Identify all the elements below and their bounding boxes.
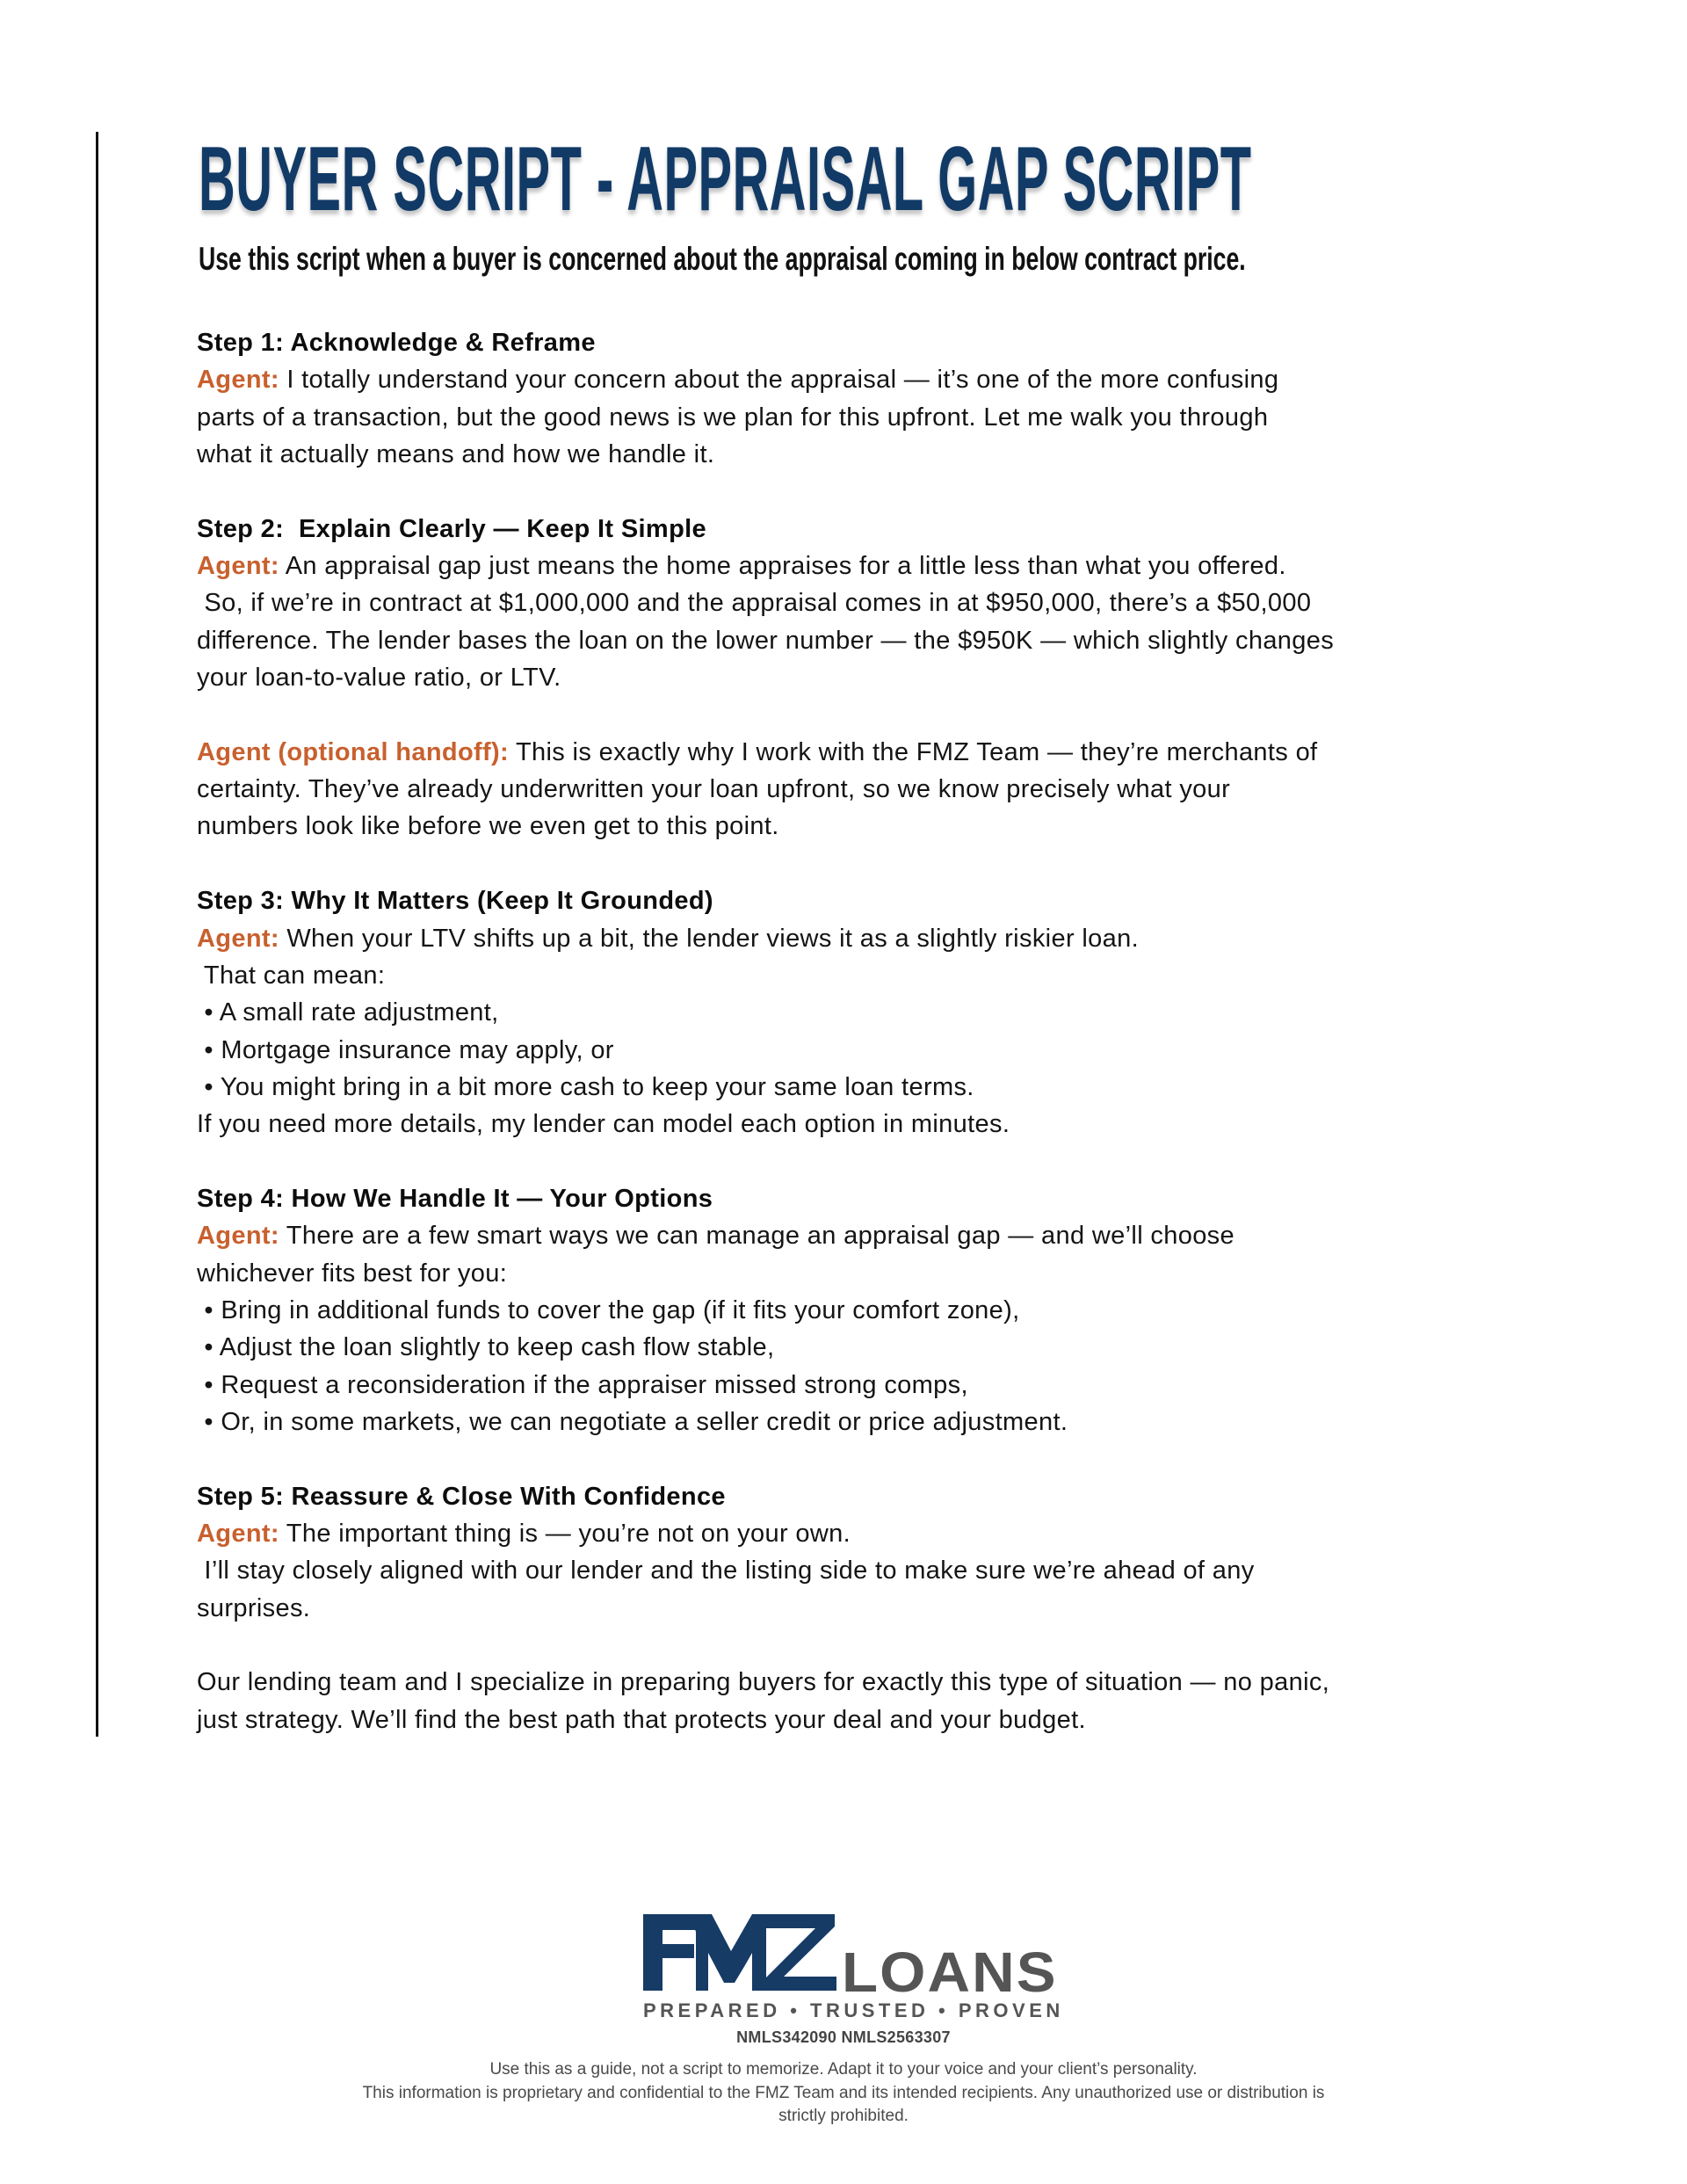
- step-1-line: [197, 361, 1603, 398]
- agent-label: Agent:: [197, 1222, 279, 1251]
- step-2-line: [197, 548, 1603, 584]
- bullet-item: • Bring in additional funds to cover the gap (if it fits your comfort zone),: [197, 1295, 1020, 1324]
- handoff-line: [197, 734, 1603, 771]
- step-5-text: The important thing is — you’re not on your own.: [279, 1520, 851, 1548]
- step-3-text: When your LTV shifts up a bit, the lender views it as a slightly riskier loan.: [279, 924, 1140, 953]
- fmz-loans-logo: [643, 1914, 1058, 2004]
- bullet-item: • Request a reconsideration if the appraiser missed strong comps,: [197, 1370, 968, 1399]
- spacer: [197, 696, 1603, 733]
- step-5-line: I’ll stay closely aligned with our lender and the listing side to make sure we’re ahead of any: [197, 1556, 1255, 1585]
- step-4-line: [197, 1217, 1603, 1254]
- step-3-line: That can mean:: [197, 961, 386, 990]
- disclaimer: [0, 2058, 1687, 2129]
- agent-label: Agent:: [197, 552, 279, 581]
- script-body: [197, 324, 1603, 1738]
- closing-line: just strategy. We’ll find the best path that protects your deal and your budget.: [197, 1705, 1086, 1734]
- agent-label: Agent:: [197, 366, 279, 395]
- step-4-line: whichever fits best for you:: [197, 1259, 508, 1288]
- step-5-line: surprises.: [197, 1593, 311, 1622]
- bullet-item: • Adjust the loan slightly to keep cash flow stable,: [197, 1333, 775, 1362]
- handoff-text: This is exactly why I work with the FMZ Team — they’re merchants of: [509, 737, 1318, 766]
- spacer: [197, 845, 1603, 882]
- vertical-divider: [96, 132, 98, 1737]
- step-4-heading: Step 4: How We Handle It — Your Options: [197, 1184, 713, 1213]
- disclaimer-line: Use this as a guide, not a script to memorize. Adapt it to your voice and your client’s personality.: [489, 2060, 1198, 2079]
- step-1-text: I totally understand your concern about the appraisal — it’s one of the more confusing: [279, 366, 1279, 395]
- closing-line: Our lending team and I specialize in preparing buyers for exactly this type of situation — no panic,: [197, 1668, 1330, 1697]
- page-title: BUYER SCRIPT - APPRAISAL GAP SCRIPT: [199, 128, 1252, 230]
- disclaimer-line: strictly prohibited.: [778, 2107, 909, 2125]
- disclaimer-line: This information is proprietary and confidential to the FMZ Team and its intended recipients. Any unauthorized use or distribution is: [362, 2083, 1325, 2102]
- step-2-line: difference. The lender bases the loan on the lower number — the $950K — which slightly changes: [197, 626, 1335, 655]
- handoff-line: numbers look like before we even get to this point.: [197, 812, 779, 841]
- bullet-item: • A small rate adjustment,: [197, 998, 499, 1027]
- agent-label: Agent:: [197, 924, 279, 953]
- spacer: [197, 473, 1603, 510]
- subtitle-block: [199, 240, 1246, 279]
- step-5-heading: Step 5: Reassure & Close With Confidence: [197, 1482, 726, 1511]
- title-block: [199, 127, 1252, 232]
- step-2-line: So, if we’re in contract at $1,000,000 and the appraisal comes in at $950,000, there’s a $50,000: [197, 589, 1312, 618]
- spacer: [197, 1627, 1603, 1664]
- agent-handoff-label: Agent (optional handoff):: [197, 737, 510, 766]
- step-2-line: your loan-to-value ratio, or LTV.: [197, 664, 561, 693]
- bullet-item: • Or, in some markets, we can negotiate a seller credit or price adjustment.: [197, 1407, 1068, 1436]
- page-subtitle: Use this script when a buyer is concerned about the appraisal coming in below contract price.: [199, 241, 1246, 277]
- logo-wordmark: LOANS: [842, 1941, 1058, 2004]
- step-1-heading: Step 1: Acknowledge & Reframe: [197, 329, 596, 357]
- step-1-line: parts of a transaction, but the good news is we plan for this upfront. Let me walk you through: [197, 403, 1269, 432]
- step-2-text: An appraisal gap just means the home appraises for a little less than what you offered.: [279, 552, 1286, 581]
- nmls-numbers: NMLS342090 NMLS2563307: [736, 2028, 951, 2046]
- spacer: [197, 1440, 1603, 1477]
- bullet-item: • You might bring in a bit more cash to keep your same loan terms.: [197, 1072, 974, 1101]
- step-3-line: [197, 920, 1603, 957]
- logo-tagline: PREPARED • TRUSTED • PROVEN: [643, 1999, 1064, 2021]
- handoff-line: certainty. They’ve already underwritten your loan upfront, so we know precisely what your: [197, 775, 1231, 804]
- step-1-line: what it actually means and how we handle it.: [197, 440, 715, 469]
- step-2-heading: Step 2: Explain Clearly — Keep It Simple: [197, 514, 707, 543]
- agent-label: Agent:: [197, 1520, 279, 1548]
- fmz-logo-mark-icon: [643, 1914, 838, 1993]
- bullet-item: • Mortgage insurance may apply, or: [197, 1035, 614, 1064]
- spacer: [197, 1143, 1603, 1180]
- step-4-text: There are a few smart ways we can manage an appraisal gap — and we’ll choose: [279, 1222, 1235, 1251]
- step-3-heading: Step 3: Why It Matters (Keep It Grounded): [197, 887, 713, 916]
- step-5-line: [197, 1515, 1603, 1552]
- step-3-line: If you need more details, my lender can model each option in minutes.: [197, 1110, 1010, 1139]
